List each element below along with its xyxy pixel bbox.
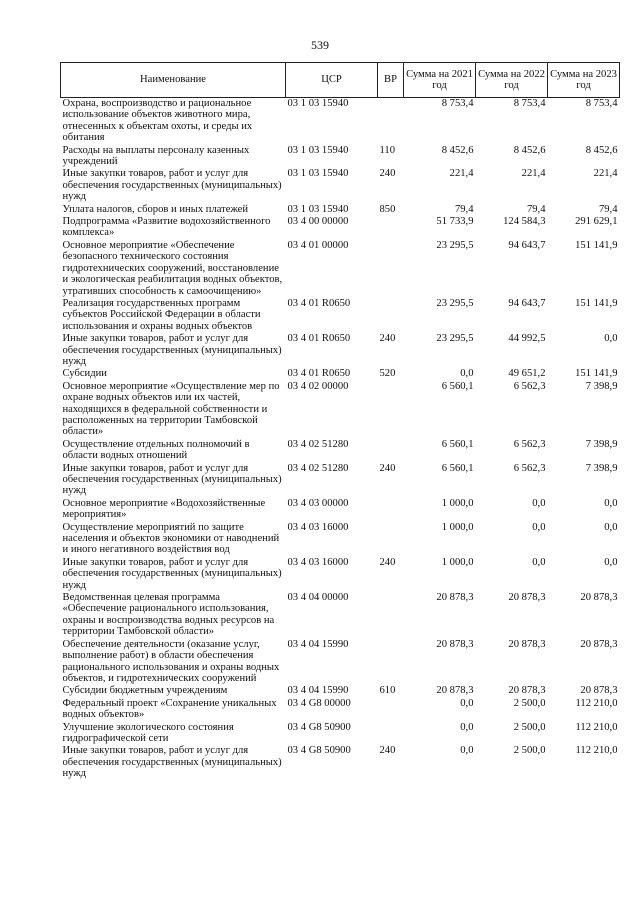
- cell-vr: [378, 216, 404, 240]
- table-row: [61, 463, 620, 498]
- cell-sum-2021: 20 878,3: [436, 638, 474, 650]
- cell-sum-2021: 23 295,5: [436, 297, 474, 309]
- cell-csr: 03 4 02 51280: [287, 438, 349, 450]
- cell-sum-2022: 124 584,3: [503, 216, 546, 228]
- cell-sum-2021: 1 000,0: [441, 556, 474, 568]
- cell-sum-2022: 49 651,2: [508, 368, 546, 380]
- cell-sum-2023: 7 398,9: [585, 462, 618, 474]
- cell-name: Иные закупки товаров, работ и услуг для обеспечения государственных (муниципальных) нужд: [62, 168, 282, 203]
- cell-vr: [378, 522, 404, 557]
- cell-sum-2023: 20 878,3: [580, 685, 618, 697]
- cell-csr: 03 4 G8 00000: [287, 697, 351, 709]
- table-row: [61, 216, 620, 240]
- cell-sum-2021: 0,0: [460, 721, 474, 733]
- cell-name: Иные закупки товаров, работ и услуг для обеспечения государственных (муниципальных) нужд: [62, 333, 282, 367]
- cell-sum-2023: 112 210,0: [575, 697, 618, 709]
- cell-vr: 610: [379, 685, 396, 697]
- cell-sum-2022: 44 992,5: [508, 333, 546, 345]
- table-row: [61, 368, 620, 380]
- cell-sum-2023: 20 878,3: [580, 638, 618, 650]
- table-row: [61, 592, 620, 639]
- cell-csr: 03 4 02 00000: [287, 380, 349, 392]
- cell-sum-2023: 151 141,9: [575, 239, 618, 251]
- cell-sum-2023: 0,0: [604, 497, 618, 509]
- cell-sum-2021: 20 878,3: [436, 592, 474, 604]
- cell-sum-2023: 20 878,3: [580, 592, 618, 604]
- cell-csr: 03 4 02 51280: [287, 462, 349, 474]
- cell-sum-2022: 0,0: [532, 497, 546, 509]
- table-body: [61, 98, 620, 781]
- cell-sum-2022: 79,4: [526, 203, 546, 215]
- header-vr: ВР: [378, 63, 404, 98]
- cell-sum-2021: 20 878,3: [436, 685, 474, 697]
- cell-vr: [378, 639, 404, 686]
- cell-csr: 03 1 03 15940: [287, 98, 349, 109]
- cell-name: Ведомственная целевая программа «Обеспечение рационального использования, охраны и воспроизводства водных ресурсов на территории Тамбовской области»: [62, 592, 275, 638]
- cell-csr: 03 4 G8 50900: [287, 721, 351, 733]
- cell-csr: 03 1 03 15940: [287, 203, 349, 215]
- cell-csr: 03 1 03 15940: [287, 144, 349, 156]
- cell-sum-2021: 6 560,1: [441, 462, 474, 474]
- cell-name: Обеспечение деятельности (оказание услуг, выполнение работ) в области обеспечения рационального использования и охраны водных объектов, и гидротехнических сооружений: [62, 638, 280, 684]
- budget-table: [60, 62, 620, 781]
- cell-csr: 03 4 01 R0650: [287, 297, 351, 309]
- cell-name: Основное мероприятие «Осуществление мер по охране водных объектов или их частей, находящихся в федеральной собственности и расположенных на территории Тамбовской области»: [62, 380, 280, 438]
- table-row: [61, 439, 620, 463]
- cell-name: Подпрограмма «Развитие водохозяйственного комплекса»: [62, 216, 271, 239]
- cell-sum-2023: 7 398,9: [585, 380, 618, 392]
- table-row: [61, 98, 620, 145]
- cell-sum-2021: 1 000,0: [441, 521, 474, 533]
- cell-csr: 03 4 00 00000: [287, 216, 349, 228]
- cell-sum-2023: 0,0: [604, 556, 618, 568]
- cell-sum-2021: 0,0: [460, 745, 474, 757]
- cell-csr: 03 4 03 16000: [287, 521, 349, 533]
- cell-sum-2022: 6 562,3: [513, 438, 546, 450]
- cell-vr: [378, 439, 404, 463]
- cell-vr: 240: [379, 168, 396, 180]
- table-header-row: [61, 63, 620, 98]
- cell-csr: 03 4 04 15990: [287, 638, 349, 650]
- table-row: [61, 698, 620, 722]
- table-row: [61, 498, 620, 522]
- cell-name: Иные закупки товаров, работ и услуг для обеспечения государственных (муниципальных) нужд: [62, 745, 282, 780]
- cell-name: Федеральный проект «Сохранение уникальных водных объектов»: [62, 697, 277, 721]
- cell-name: Субсидии бюджетным учреждениям: [62, 685, 228, 697]
- cell-vr: [378, 592, 404, 639]
- cell-vr: [378, 498, 404, 522]
- cell-sum-2022: 6 562,3: [513, 380, 546, 392]
- cell-vr: 240: [379, 462, 396, 474]
- cell-sum-2021: 51 733,9: [436, 216, 474, 228]
- header-csr: ЦСР: [286, 63, 378, 98]
- cell-sum-2021: 6 560,1: [441, 380, 474, 392]
- cell-sum-2022: 2 500,0: [513, 721, 546, 733]
- table-row: [61, 381, 620, 439]
- cell-sum-2023: 112 210,0: [575, 745, 618, 757]
- cell-name: Субсидии: [62, 368, 107, 380]
- table-row: [61, 639, 620, 686]
- cell-name: Охрана, воспроизводство и рациональное использование объектов животного мира, отнесенных к объектам охоты, и среды их обитания: [62, 98, 253, 144]
- cell-csr: 03 4 G8 50900: [287, 745, 351, 757]
- cell-sum-2022: 20 878,3: [508, 592, 546, 604]
- header-name: Наименование: [61, 63, 286, 98]
- header-sum-2021: Сумма на 2021 год: [404, 63, 476, 98]
- cell-name: Улучшение экологического состояния гидрографической сети: [62, 721, 234, 744]
- cell-sum-2021: 23 295,5: [436, 333, 474, 345]
- cell-vr: [378, 722, 404, 746]
- table-row: [61, 557, 620, 592]
- table-row: [61, 168, 620, 203]
- cell-vr: 110: [379, 144, 395, 156]
- cell-sum-2023: 8 753,4: [585, 98, 618, 109]
- cell-sum-2022: 6 562,3: [513, 462, 546, 474]
- cell-csr: 03 1 03 15940: [287, 168, 349, 180]
- table-row: [61, 333, 620, 368]
- cell-sum-2021: 1 000,0: [441, 497, 474, 509]
- table-row: [61, 745, 620, 780]
- cell-csr: 03 4 04 00000: [287, 592, 349, 604]
- cell-name: Осуществление мероприятий по защите населения и объектов экономики от наводнений и иного негативного воздействия вод: [62, 521, 280, 556]
- cell-vr: 240: [379, 745, 396, 757]
- table-row: [61, 240, 620, 298]
- table-row: [61, 522, 620, 557]
- cell-sum-2023: 8 452,6: [585, 144, 618, 156]
- cell-sum-2022: 2 500,0: [513, 697, 546, 709]
- cell-vr: [378, 98, 404, 145]
- table-row: [61, 722, 620, 746]
- table-row: [61, 685, 620, 697]
- cell-sum-2023: 291 629,1: [575, 216, 618, 228]
- cell-csr: 03 4 01 00000: [287, 239, 349, 251]
- table-row: [61, 145, 620, 169]
- cell-vr: [378, 240, 404, 298]
- cell-csr: 03 4 01 R0650: [287, 368, 351, 380]
- cell-sum-2021: 0,0: [460, 368, 474, 380]
- cell-sum-2022: 0,0: [532, 556, 546, 568]
- cell-sum-2021: 0,0: [460, 697, 474, 709]
- cell-sum-2023: 112 210,0: [575, 721, 618, 733]
- cell-sum-2023: 0,0: [604, 333, 618, 345]
- cell-vr: 850: [379, 203, 396, 215]
- table-row: [61, 204, 620, 216]
- cell-sum-2022: 20 878,3: [508, 638, 546, 650]
- cell-sum-2021: 8 753,4: [441, 98, 474, 109]
- cell-sum-2023: 151 141,9: [575, 297, 618, 309]
- cell-sum-2021: 8 452,6: [441, 144, 474, 156]
- cell-sum-2021: 6 560,1: [441, 438, 474, 450]
- cell-sum-2022: 0,0: [532, 521, 546, 533]
- table-row: [61, 298, 620, 333]
- cell-name: Иные закупки товаров, работ и услуг для обеспечения государственных (муниципальных) нужд: [62, 462, 282, 497]
- header-sum-2023: Сумма на 2023 год: [548, 63, 620, 98]
- cell-name: Основное мероприятие «Водохозяйственные мероприятия»: [62, 497, 266, 521]
- cell-sum-2022: 94 643,7: [508, 297, 546, 309]
- cell-sum-2022: 8 753,4: [513, 98, 546, 109]
- cell-vr: 240: [379, 333, 396, 345]
- cell-sum-2022: 20 878,3: [508, 685, 546, 697]
- cell-vr: [378, 381, 404, 439]
- cell-name: Основное мероприятие «Обеспечение безопасного технического состояния гидротехнических сооружений, восстановление и экологическая реабилитация водных объектов, утративших способность к самоочищению»: [62, 239, 283, 297]
- cell-vr: 520: [379, 368, 396, 380]
- cell-name: Осуществление отдельных полномочий в области водных отношений: [62, 438, 250, 462]
- cell-sum-2022: 2 500,0: [513, 745, 546, 757]
- page-number: 539: [311, 38, 329, 52]
- cell-name: Реализация государственных программ субъектов Российской Федерации в области использования и охраны водных объектов: [62, 297, 261, 332]
- cell-sum-2021: 23 295,5: [436, 239, 474, 251]
- cell-sum-2023: 151 141,9: [575, 368, 618, 380]
- cell-name: Уплата налогов, сборов и иных платежей: [62, 203, 249, 215]
- cell-csr: 03 4 03 16000: [287, 556, 349, 568]
- cell-sum-2023: 7 398,9: [585, 438, 618, 450]
- cell-sum-2022: 221,4: [521, 168, 546, 180]
- header-sum-2022: Сумма на 2022 год: [476, 63, 548, 98]
- cell-sum-2023: 0,0: [604, 521, 618, 533]
- cell-csr: 03 4 04 15990: [287, 685, 349, 697]
- cell-name: Расходы на выплаты персоналу казенных учреждений: [62, 144, 250, 168]
- cell-vr: [378, 298, 404, 333]
- cell-sum-2023: 221,4: [593, 168, 618, 180]
- cell-csr: 03 4 03 00000: [287, 497, 349, 509]
- cell-sum-2021: 221,4: [449, 168, 474, 180]
- cell-name: Иные закупки товаров, работ и услуг для обеспечения государственных (муниципальных) нужд: [62, 556, 282, 591]
- cell-csr: 03 4 01 R0650: [287, 333, 351, 345]
- cell-sum-2022: 94 643,7: [508, 239, 546, 251]
- cell-sum-2023: 79,4: [598, 203, 618, 215]
- cell-sum-2021: 79,4: [454, 203, 474, 215]
- cell-vr: 240: [379, 556, 396, 568]
- cell-vr: [378, 698, 404, 722]
- cell-sum-2022: 8 452,6: [513, 144, 546, 156]
